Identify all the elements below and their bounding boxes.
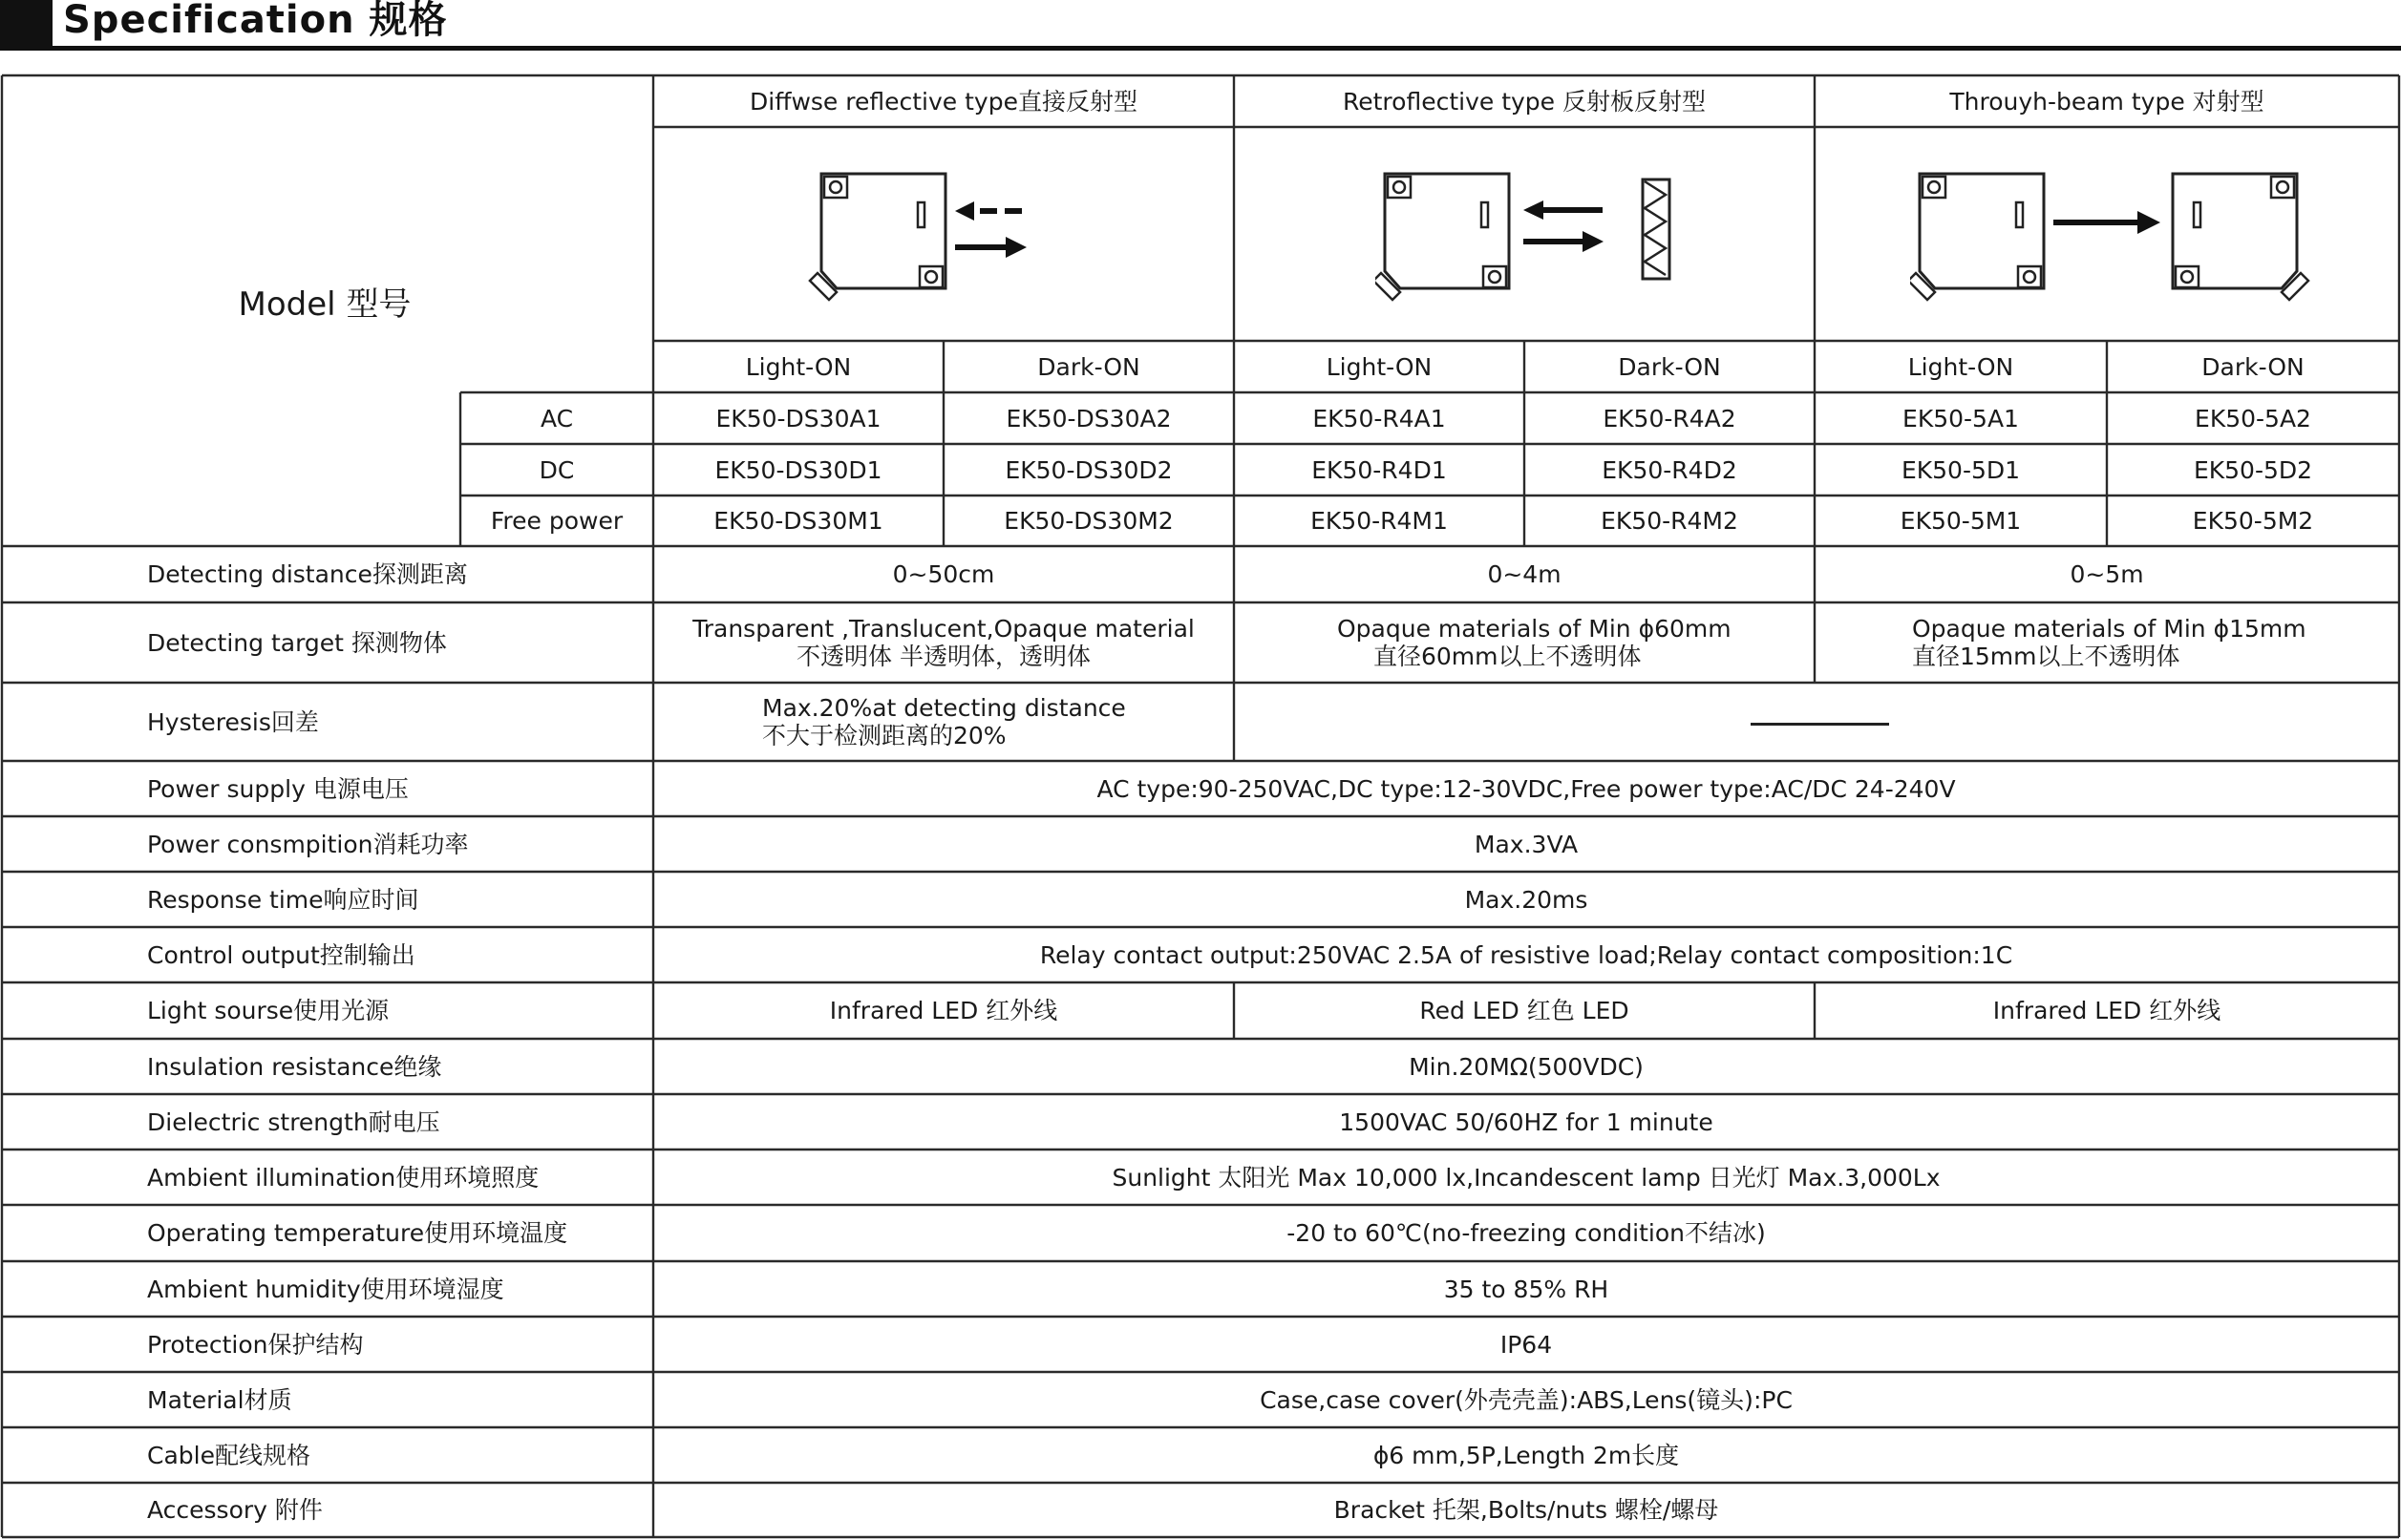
spec-value: ϕ6 mm,5P,Length 2m长度	[1372, 1441, 1680, 1469]
spec-label-power-consumption: Power consmpition消耗功率	[147, 830, 469, 858]
not-applicable-dash	[1751, 723, 1889, 726]
spec-value: Infrared LED 红外线	[829, 997, 1058, 1024]
spec-value-line: Opaque materials of Min ϕ60mm	[1337, 615, 1732, 643]
mode-dark-on: Dark-ON	[1037, 352, 1140, 381]
retroreflective-sensor-icon	[1375, 164, 1681, 307]
spec-value	[653, 602, 1234, 683]
spec-label-ambient-illumination: Ambient illumination使用环境照度	[147, 1163, 540, 1192]
model-code: EK50-R4M1	[1310, 507, 1448, 535]
spec-value: Min.20MΩ(500VDC)	[1409, 1052, 1644, 1081]
spec-label-dielectric-strength: Dielectric strength耐电压	[147, 1108, 440, 1136]
power-label: AC	[540, 404, 574, 432]
spec-value: IP64	[1499, 1330, 1553, 1359]
spec-value-line: 不透明体 半透明体，透明体	[797, 643, 1091, 670]
spec-label-response-time: Response time响应时间	[147, 885, 419, 914]
spec-value: -20 to 60℃(no-freezing condition不结冰)	[1286, 1219, 1766, 1247]
spec-value: 0~4m	[1487, 560, 1562, 588]
spec-value: Red LED 红色 LED	[1419, 997, 1629, 1024]
model-code: EK50-R4D2	[1602, 455, 1737, 484]
model-code: EK50-DS30D1	[714, 455, 882, 484]
type-header-retroreflective: Retroflective type 反射板反射型	[1343, 87, 1706, 116]
diffuse-reflective-sensor-icon	[802, 164, 1089, 307]
spec-label-operating-temperature: Operating temperature使用环境温度	[147, 1219, 568, 1247]
model-code: EK50-DS30A2	[1006, 404, 1172, 432]
spec-value: Case,case cover(外壳壳盖):ABS,Lens(镜头):PC	[1260, 1385, 1793, 1414]
spec-label-cable: Cable配线规格	[147, 1441, 310, 1469]
model-code: EK50-DS30A1	[715, 404, 882, 432]
page-title: Specification 规格	[63, 0, 448, 42]
model-code: EK50-5A1	[1902, 404, 2019, 432]
spec-value: Max.3VA	[1474, 830, 1579, 858]
mode-dark-on: Dark-ON	[1618, 352, 1721, 381]
power-label: Free power	[490, 507, 624, 535]
spec-value	[653, 683, 1234, 761]
model-code: EK50-5A2	[2195, 404, 2311, 432]
type-header-diffuse: Diffwse reflective type直接反射型	[750, 87, 1137, 116]
spec-value-line: 直径15mm以上不透明体	[1912, 643, 2180, 670]
spec-value	[1234, 602, 1815, 683]
spec-label-material: Material材质	[147, 1385, 292, 1414]
spec-label-power-supply: Power supply 电源电压	[147, 774, 409, 803]
spec-value: 0~50cm	[892, 560, 995, 588]
spec-value: 1500VAC 50/60HZ for 1 minute	[1339, 1108, 1713, 1136]
type-header-through-beam: Throuyh-beam type 对射型	[1949, 87, 2264, 116]
spec-label-detecting-distance: Detecting distance探测距离	[147, 560, 468, 588]
spec-value: AC type:90-250VAC,DC type:12-30VDC,Free power type:AC/DC 24-240V	[1096, 774, 1956, 803]
mode-dark-on: Dark-ON	[2201, 352, 2305, 381]
model-code: EK50-5D2	[2193, 455, 2313, 484]
model-code: EK50-DS30D2	[1005, 455, 1173, 484]
mode-light-on: Light-ON	[1907, 352, 2014, 381]
spec-value: Relay contact output:250VAC 2.5A of resistive load;Relay contact composition:1C	[1039, 940, 2013, 969]
model-code: EK50-DS30M2	[1004, 507, 1174, 535]
model-code: EK50-R4M2	[1601, 507, 1738, 535]
spec-value-line: Opaque materials of Min ϕ15mm	[1912, 615, 2306, 643]
spec-value: Infrared LED 红外线	[1992, 997, 2221, 1024]
model-code: EK50-5M1	[1900, 507, 2022, 535]
spec-label-protection: Protection保护结构	[147, 1330, 364, 1359]
model-code: EK50-5M2	[2192, 507, 2314, 535]
mode-light-on: Light-ON	[745, 352, 852, 381]
model-code: EK50-R4A2	[1603, 404, 1736, 432]
through-beam-sensor-icon	[1910, 164, 2311, 307]
model-code: EK50-5D1	[1901, 455, 2021, 484]
spec-value-line: 直径60mm以上不透明体	[1373, 643, 1642, 670]
spec-value-line: Max.20%at detecting distance	[762, 694, 1126, 722]
spec-label-insulation-resistance: Insulation resistance绝缘	[147, 1052, 442, 1081]
model-label: Model 型号	[238, 285, 412, 324]
spec-value: 35 to 85% RH	[1443, 1275, 1609, 1303]
model-code: EK50-R4D1	[1311, 455, 1447, 484]
model-code: EK50-R4A1	[1312, 404, 1446, 432]
spec-value: Sunlight 太阳光 Max 10,000 lx,Incandescent lamp 日光灯 Max.3,000Lx	[1112, 1163, 1941, 1192]
spec-label-hysteresis: Hysteresis回差	[147, 707, 319, 736]
spec-label-accessory: Accessory 附件	[147, 1496, 323, 1524]
spec-label-ambient-humidity: Ambient humidity使用环境湿度	[147, 1275, 504, 1303]
spec-value: Bracket 托架,Bolts/nuts 螺栓/螺母	[1333, 1496, 1719, 1524]
model-code: EK50-DS30M1	[713, 507, 883, 535]
spec-label-detecting-target: Detecting target 探测物体	[147, 628, 447, 657]
spec-label-light-source: Light sourse使用光源	[147, 997, 390, 1024]
spec-value-line: Transparent ,Translucent,Opaque material	[692, 615, 1195, 643]
spec-value: 0~5m	[2070, 560, 2144, 588]
spec-label-control-output: Control output控制输出	[147, 940, 415, 969]
mode-light-on: Light-ON	[1326, 352, 1433, 381]
power-label: DC	[539, 455, 575, 484]
spec-value-line: 不大于检测距离的20%	[762, 722, 1007, 749]
spec-value: Max.20ms	[1464, 885, 1588, 914]
spec-value	[1815, 602, 2399, 683]
